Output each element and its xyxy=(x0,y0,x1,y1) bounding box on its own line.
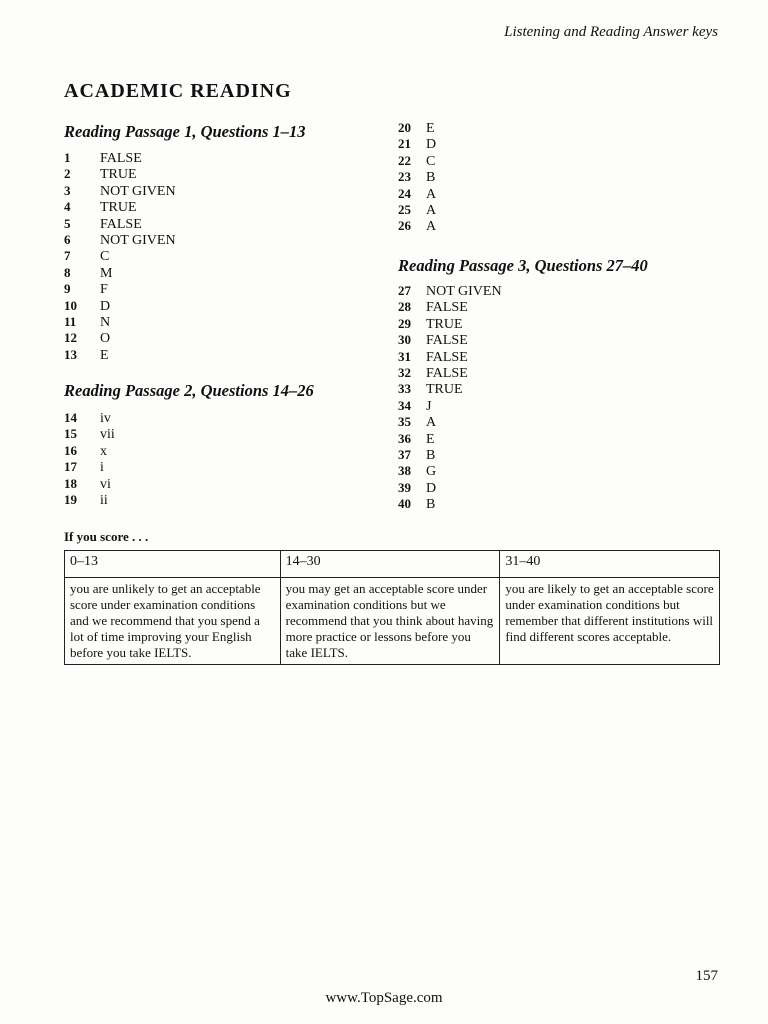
answer-row xyxy=(398,218,436,234)
question-number: 9 xyxy=(64,281,71,297)
answer-value: NOT GIVEN xyxy=(100,232,176,248)
answer-row xyxy=(398,169,436,185)
question-number: 1 xyxy=(64,150,71,165)
answer-row xyxy=(64,199,176,215)
answer-value: G xyxy=(426,464,437,480)
answer-value: FALSE xyxy=(426,333,468,349)
answer-value: iv xyxy=(100,411,111,426)
answer-value: NOT GIVEN xyxy=(426,284,502,299)
answer-value: ii xyxy=(100,492,108,508)
question-number: 3 xyxy=(64,182,71,198)
question-number: 19 xyxy=(64,491,77,507)
answer-value: A xyxy=(426,186,437,202)
question-number: 11 xyxy=(64,313,77,329)
answer-row xyxy=(398,332,502,348)
answer-row xyxy=(64,330,176,346)
question-number: 10 xyxy=(64,297,77,313)
answer-row xyxy=(64,298,176,314)
question-number: 16 xyxy=(64,442,77,458)
question-number: 12 xyxy=(64,330,77,346)
question-number: 33 xyxy=(398,381,411,397)
answer-value: FALSE xyxy=(426,365,468,381)
question-number: 7 xyxy=(64,248,71,264)
question-number: 8 xyxy=(64,264,71,280)
answer-row xyxy=(398,496,502,512)
score-table xyxy=(64,550,720,665)
question-number: 34 xyxy=(398,397,411,413)
answer-value: x xyxy=(100,443,107,459)
score-advice-cell: you are likely to get an acceptable score under examination conditions but remember that different institutions will find different scores acceptable. xyxy=(500,578,720,665)
answer-row xyxy=(398,431,502,447)
answer-value: F xyxy=(100,282,108,298)
answer-value: J xyxy=(426,398,432,414)
answer-value: NOT GIVEN xyxy=(100,183,176,199)
answer-row xyxy=(398,136,436,152)
answer-value: O xyxy=(100,331,111,347)
score-advice-cell: you are unlikely to get an acceptable score under examination conditions and we recommend that you spend a lot of time improving your English before you take IELTS. xyxy=(65,578,281,665)
answer-row xyxy=(64,265,176,281)
answer-value: E xyxy=(426,431,435,447)
question-number: 37 xyxy=(398,446,411,462)
answer-row xyxy=(64,166,176,182)
answer-value: M xyxy=(100,265,113,281)
question-number: 31 xyxy=(398,348,411,364)
answer-row xyxy=(64,281,176,297)
answer-row xyxy=(398,299,502,315)
answer-value: TRUE xyxy=(100,200,137,216)
answer-row xyxy=(64,426,115,442)
question-number: 38 xyxy=(398,463,411,479)
answer-row xyxy=(398,398,502,414)
answer-row xyxy=(398,202,436,218)
answer-row xyxy=(64,459,115,475)
question-number: 5 xyxy=(64,215,71,231)
passage-3-heading: Reading Passage 3, Questions 27–40 xyxy=(398,256,648,275)
score-range-header: 31–40 xyxy=(500,551,720,578)
answer-row xyxy=(64,248,176,264)
question-number: 15 xyxy=(64,426,77,442)
passage-1-heading: Reading Passage 1, Questions 1–13 xyxy=(64,122,306,141)
score-table-header-row xyxy=(65,551,720,578)
answer-value: FALSE xyxy=(426,349,468,365)
answer-row xyxy=(64,347,176,363)
question-number: 29 xyxy=(398,315,411,331)
question-number: 40 xyxy=(398,496,411,512)
answer-row xyxy=(398,283,502,299)
passage-2-answers-left xyxy=(64,410,115,508)
question-number: 26 xyxy=(398,218,411,234)
answer-value: TRUE xyxy=(100,167,137,183)
section-title: ACADEMIC READING xyxy=(64,80,292,102)
answer-value: FALSE xyxy=(100,216,142,232)
question-number: 6 xyxy=(64,231,71,247)
question-number: 21 xyxy=(398,136,411,152)
answer-row xyxy=(64,476,115,492)
question-number: 17 xyxy=(64,459,77,475)
question-number: 25 xyxy=(398,201,411,217)
answer-value: B xyxy=(426,170,436,186)
page-number: 157 xyxy=(695,968,718,984)
passage-2-heading: Reading Passage 2, Questions 14–26 xyxy=(64,381,314,400)
answer-row xyxy=(64,150,176,166)
answer-value: C xyxy=(100,249,110,265)
answer-value: B xyxy=(426,447,436,463)
answer-value: A xyxy=(426,202,437,218)
answer-value: A xyxy=(426,415,437,431)
answer-value: A xyxy=(426,219,437,235)
question-number: 4 xyxy=(64,199,71,215)
answer-value: E xyxy=(426,121,435,136)
score-range-header: 0–13 xyxy=(65,551,281,578)
passage-2-answers-right xyxy=(398,120,436,235)
answer-row xyxy=(398,414,502,430)
footer-url: www.TopSage.com xyxy=(325,990,443,1006)
score-table-row xyxy=(65,578,720,665)
answer-value: D xyxy=(426,480,437,496)
question-number: 32 xyxy=(398,364,411,380)
question-number: 24 xyxy=(398,185,411,201)
answer-row xyxy=(398,381,502,397)
answer-value: TRUE xyxy=(426,382,463,398)
answer-row xyxy=(398,365,502,381)
answer-row xyxy=(64,443,115,459)
answer-value: i xyxy=(100,460,104,476)
answer-row xyxy=(64,410,115,426)
running-head: Listening and Reading Answer keys xyxy=(504,24,718,40)
answer-value: vii xyxy=(100,427,115,443)
score-advice-cell: you may get an acceptable score under examination conditions but we recommend that you think about having more practice or lessons before you take IELTS. xyxy=(280,578,500,665)
answer-row xyxy=(398,349,502,365)
passage-3-answers xyxy=(398,283,502,512)
answer-row xyxy=(64,232,176,248)
question-number: 27 xyxy=(398,283,411,298)
question-number: 13 xyxy=(64,346,77,362)
answer-row xyxy=(398,316,502,332)
question-number: 28 xyxy=(398,299,411,315)
question-number: 2 xyxy=(64,166,71,182)
answer-value: vi xyxy=(100,476,111,492)
question-number: 22 xyxy=(398,152,411,168)
answer-row xyxy=(398,447,502,463)
question-number: 20 xyxy=(398,120,411,135)
passage-1-answers xyxy=(64,150,176,363)
answer-row xyxy=(398,186,436,202)
question-number: 36 xyxy=(398,430,411,446)
answer-value: E xyxy=(100,347,109,363)
answer-value: B xyxy=(426,497,436,513)
answer-row xyxy=(398,480,502,496)
question-number: 35 xyxy=(398,414,411,430)
answer-row xyxy=(398,153,436,169)
question-number: 23 xyxy=(398,169,411,185)
question-number: 30 xyxy=(398,332,411,348)
answer-value: D xyxy=(426,137,437,153)
answer-row xyxy=(398,463,502,479)
answer-value: TRUE xyxy=(426,316,463,332)
answer-value: C xyxy=(426,153,436,169)
answer-row xyxy=(398,120,436,136)
score-range-header: 14–30 xyxy=(280,551,500,578)
answer-value: FALSE xyxy=(100,151,142,166)
answer-value: N xyxy=(100,314,111,330)
answer-value: FALSE xyxy=(426,300,468,316)
answer-row xyxy=(64,183,176,199)
answer-value: D xyxy=(100,298,111,314)
answer-row xyxy=(64,216,176,232)
answer-row xyxy=(64,492,115,508)
question-number: 14 xyxy=(64,410,77,425)
question-number: 39 xyxy=(398,479,411,495)
score-intro: If you score . . . xyxy=(64,529,149,544)
answer-row xyxy=(64,314,176,330)
question-number: 18 xyxy=(64,475,77,491)
